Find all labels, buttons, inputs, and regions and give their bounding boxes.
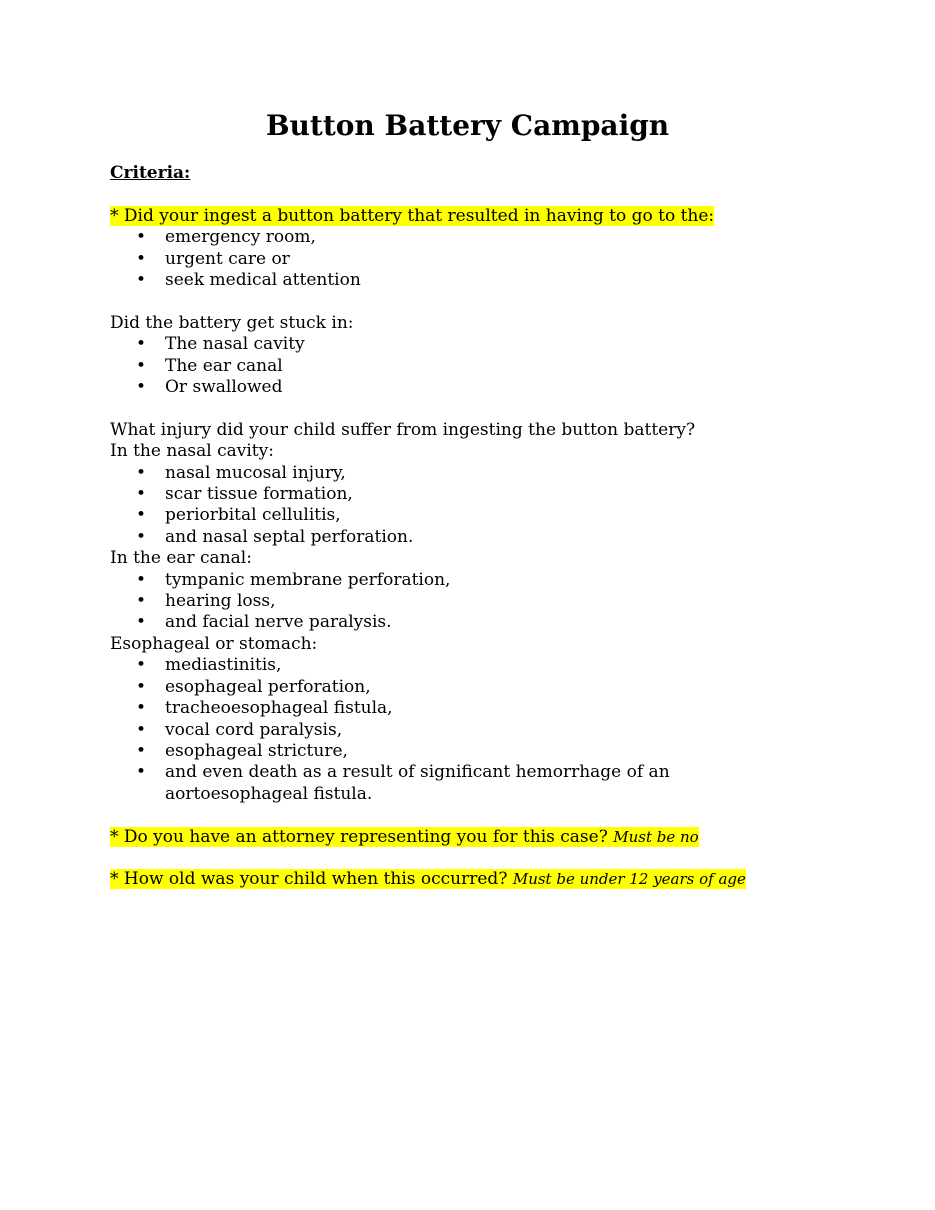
nasal-list [110, 463, 830, 549]
list-item-text: tracheoesophageal fistula, [165, 698, 393, 719]
esophageal-heading: Esophageal or stomach: [110, 633, 318, 654]
list-item [110, 377, 830, 398]
bullet-icon: • [136, 698, 147, 719]
list-item-text: esophageal perforation, [165, 676, 371, 697]
list-item [110, 698, 830, 719]
list-item-text: urgent care or [165, 248, 290, 269]
list-item-text: The nasal cavity [165, 334, 305, 355]
list-item [110, 655, 830, 676]
list-item [110, 484, 830, 505]
spacer [110, 184, 830, 205]
nasal-heading: In the nasal cavity: [110, 441, 274, 462]
bullet-icon: • [136, 248, 147, 269]
question-attorney [110, 827, 830, 848]
list-item-text: and facial nerve paralysis. [165, 612, 392, 633]
bullet-icon: • [136, 377, 147, 398]
list-item [110, 527, 830, 548]
bullet-icon: • [136, 569, 147, 590]
spacer [110, 848, 830, 869]
bullet-icon: • [136, 740, 147, 761]
bullet-icon: • [136, 505, 147, 526]
bullet-icon: • [136, 334, 147, 355]
list-item [110, 249, 830, 270]
list-item-text: Or swallowed [165, 377, 283, 398]
ingest-list [110, 227, 830, 291]
bullet-icon: • [136, 526, 147, 547]
list-item-text: seek medical attention [165, 270, 361, 291]
bullet-icon: • [136, 227, 147, 248]
list-item [110, 591, 830, 612]
esophageal-list [110, 655, 830, 805]
question-ingest-text: * Did your ingest a button battery that resulted in having to go to the: [110, 205, 715, 226]
bullet-icon: • [136, 591, 147, 612]
ear-heading: In the ear canal: [110, 548, 252, 569]
list-item [110, 356, 830, 377]
list-item [110, 334, 830, 355]
bullet-icon: • [136, 676, 147, 697]
list-item-text: tympanic membrane perforation, [165, 569, 451, 590]
question-age [110, 869, 830, 890]
question-stuck: Did the battery get stuck in: [110, 312, 354, 333]
list-item-text: periorbital cellulitis, [165, 505, 341, 526]
question-attorney-note: Must be no [613, 827, 699, 846]
bullet-icon: • [136, 612, 147, 633]
list-item [110, 741, 830, 762]
document-body [110, 163, 830, 891]
list-item-text: and even death as a result of significant hemorrhage of an aortoesophageal fistula. [165, 762, 670, 804]
list-item [110, 570, 830, 591]
list-item [110, 463, 830, 484]
bullet-icon: • [136, 719, 147, 740]
question-attorney-text: * Do you have an attorney representing you for this case? [110, 826, 608, 847]
question-age-highlight [110, 869, 746, 889]
bullet-icon: • [136, 484, 147, 505]
list-item [110, 227, 830, 248]
bullet-icon: • [136, 462, 147, 483]
list-item [110, 762, 725, 805]
list-item [110, 677, 830, 698]
list-item-text: and nasal septal perforation. [165, 526, 414, 547]
spacer [110, 291, 830, 312]
list-item-text: hearing loss, [165, 591, 276, 612]
bullet-icon: • [136, 762, 147, 783]
spacer [110, 398, 830, 419]
question-injury: What injury did your child suffer from ingesting the button battery? [110, 419, 696, 440]
list-item [110, 270, 830, 291]
bullet-icon: • [136, 655, 147, 676]
question-ingest [110, 206, 830, 227]
question-age-note: Must be under 12 years of age [512, 870, 746, 889]
list-item-text: The ear canal [165, 355, 283, 376]
criteria-heading: Criteria: [110, 163, 191, 183]
document-title: Button Battery Campaign [265, 109, 670, 142]
list-item-text: scar tissue formation, [165, 484, 353, 505]
ear-list [110, 570, 830, 634]
spacer [110, 805, 830, 826]
question-age-text: * How old was your child when this occurred? [110, 869, 508, 890]
bullet-icon: • [136, 355, 147, 376]
list-item [110, 720, 830, 741]
list-item-text: mediastinitis, [165, 655, 282, 676]
list-item-text: nasal mucosal injury, [165, 462, 346, 483]
stuck-list [110, 334, 830, 398]
list-item [110, 505, 830, 526]
question-attorney-highlight [110, 827, 699, 847]
list-item [110, 612, 830, 633]
list-item-text: vocal cord paralysis, [165, 719, 343, 740]
list-item-text: esophageal stricture, [165, 740, 348, 761]
list-item-text: emergency room, [165, 227, 316, 248]
bullet-icon: • [136, 270, 147, 291]
